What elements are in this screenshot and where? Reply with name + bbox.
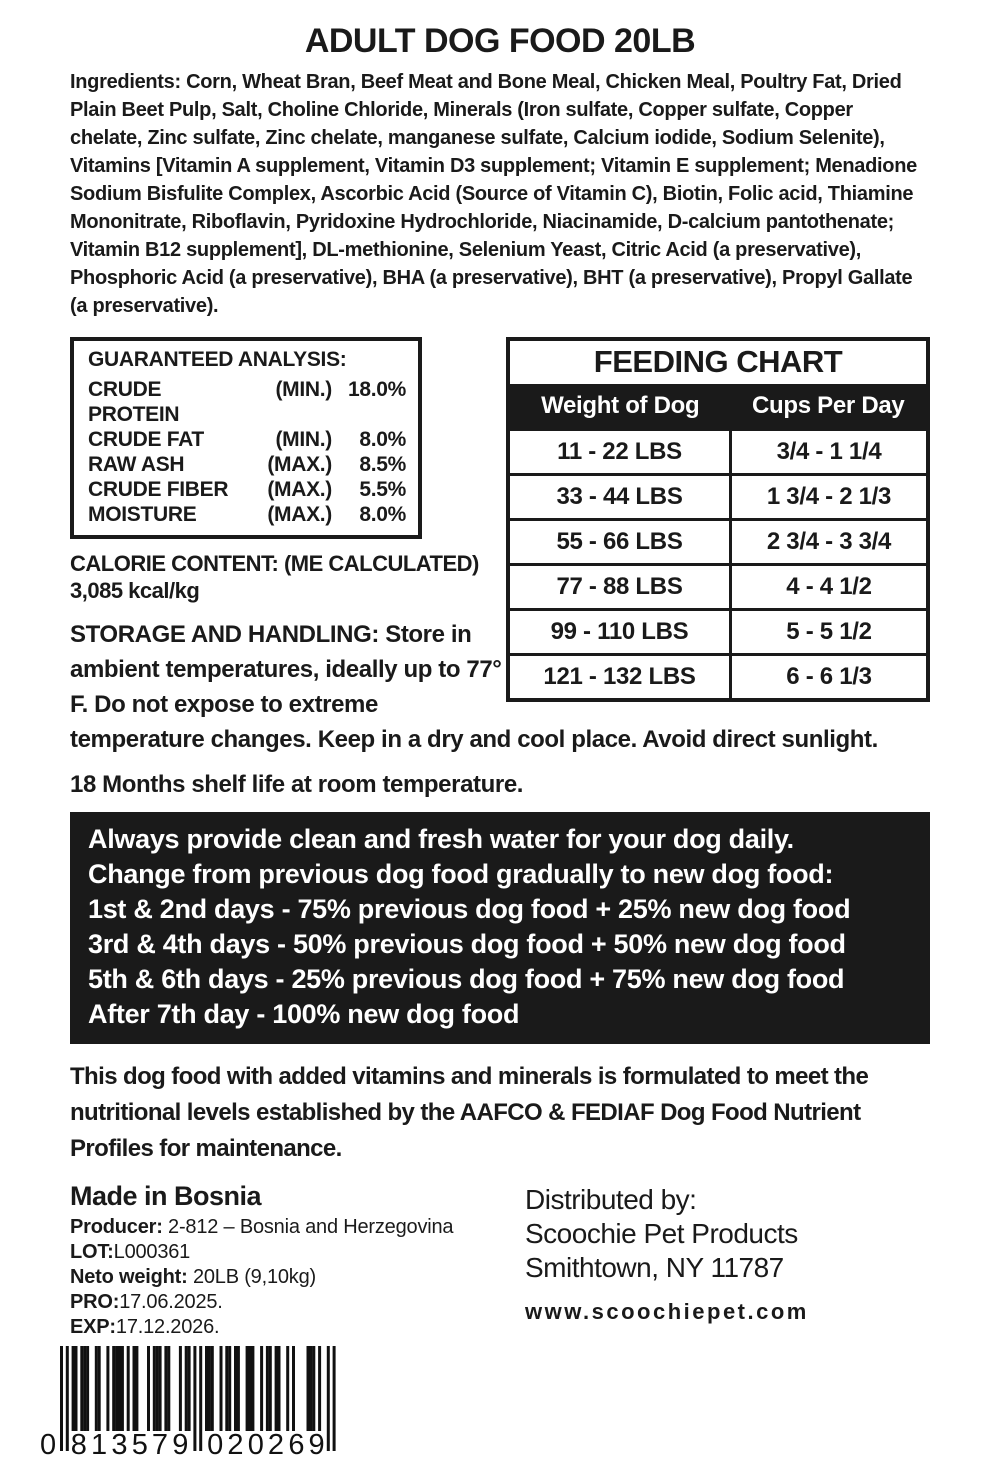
calorie-line1: CALORIE CONTENT: (ME CALCULATED) <box>70 551 479 576</box>
feeding-chart <box>506 337 930 702</box>
weight-cell: 77 - 88 LBS <box>510 565 730 610</box>
transition-line: Change from previous dog food gradually to new dog food: <box>88 859 834 889</box>
barcode <box>40 1346 930 1460</box>
analysis-row <box>88 477 406 502</box>
weight-cell: 55 - 66 LBS <box>510 520 730 565</box>
lot-line <box>70 1240 525 1265</box>
feeding-transition-box <box>70 812 930 1044</box>
distributor-heading: Distributed by: <box>525 1184 697 1215</box>
analysis-row <box>88 377 406 427</box>
nutrient-value: 8.0% <box>359 503 406 526</box>
product-title: ADULT DOG FOOD 20LB <box>304 22 696 60</box>
svg-text:9: 9 <box>308 1429 325 1460</box>
nutrient-name: CRUDE FAT <box>88 428 204 451</box>
distributor-name: Scoochie Pet Products <box>525 1218 798 1249</box>
origin-distributor-section <box>70 1181 930 1340</box>
weight-cell: 11 - 22 LBS <box>510 430 730 475</box>
nutrient-limit: (MIN.) <box>275 378 332 401</box>
cups-cell: 5 - 5 1/2 <box>730 610 926 655</box>
distributor-address: Smithtown, NY 11787 <box>525 1252 784 1283</box>
production-date-line <box>70 1290 525 1315</box>
table-row <box>510 475 926 520</box>
transition-line: 3rd & 4th days - 50% previous dog food + 50% new dog food <box>88 929 846 959</box>
production-date-label: PRO: <box>70 1291 120 1313</box>
ingredients-text: Ingredients: Corn, Wheat Bran, Beef Meat and Bone Meal, Chicken Meal, Poultry Fat, Dried Plain Beet Pulp, Salt, Choline Chloride, Minerals (Iron sulfate, Copper sulfate, Copper chelate, Zinc sulfate, Zinc chelate, manganese sulfate, Calcium iodide, Sodium Selenite), Vitamins [Vitamin A supplement, Vitamin D3 supplement; Vitamin E supplement; Menadione Sodium Bisfulite Complex, Ascorbic Acid (Source of Vitamin C), Biotin, Folic acid, Thiamine Mononitrate, Riboflavin, Pyridoxine Hydrochloride, Niacinamide, D-calcium pantothenate; Vitamin B12 supplement], DL-methionine, Selenium Yeast, Citric Acid (a preservative), Phosphoric Acid (a preservative), BHA (a preservative), BHT (a preservative), Propyl Gallate (a preservative). <box>70 71 917 317</box>
svg-text:8: 8 <box>70 1429 87 1460</box>
weight-cell: 33 - 44 LBS <box>510 475 730 520</box>
column-cups-per-day: Cups Per Day <box>730 384 926 430</box>
svg-text:9: 9 <box>172 1429 189 1460</box>
storage-handling-text: Store in ambient temperatures, ideally up to 77° F. Do not expose to extreme temperature changes. Keep in a dry and cool place. Avoid direct sunlight. <box>70 621 878 753</box>
cups-cell: 4 - 4 1/2 <box>730 565 926 610</box>
made-in-text: Made in Bosnia <box>70 1181 262 1211</box>
feeding-chart-table <box>510 384 926 698</box>
feeding-chart-header-row <box>510 384 926 430</box>
nutrient-value: 5.5% <box>359 478 406 501</box>
calorie-line2: 3,085 kcal/kg <box>70 578 200 603</box>
producer-label: Producer: <box>70 1216 163 1238</box>
cups-cell: 3/4 - 1 1/4 <box>730 430 926 475</box>
guaranteed-analysis-title: GUARANTEED ANALYSIS: <box>88 348 347 371</box>
net-weight-label: Neto weight: <box>70 1266 188 1288</box>
analysis-row <box>88 502 406 527</box>
net-weight-line <box>70 1265 525 1290</box>
storage-handling-label: STORAGE AND HANDLING: <box>70 621 379 648</box>
svg-text:0: 0 <box>39 1429 57 1460</box>
table-row <box>510 520 926 565</box>
analysis-and-feeding-section <box>70 337 930 757</box>
analysis-row <box>88 452 406 477</box>
svg-text:6: 6 <box>288 1429 305 1460</box>
nutrient-value: 18.0% <box>347 378 406 401</box>
distributor-block <box>525 1181 930 1340</box>
shelf-life-text: 18 Months shelf life at room temperature. <box>70 771 524 798</box>
aafco-statement: This dog food with added vitamins and minerals is formulated to meet the nutritional levels established by the AAFCO & FEDIAF Dog Food Nutrient Profiles for maintenance. <box>70 1063 869 1162</box>
table-row <box>510 655 926 699</box>
nutrient-name: RAW ASH <box>88 453 185 476</box>
nutrient-value: 8.5% <box>359 453 406 476</box>
svg-text:5: 5 <box>131 1429 148 1460</box>
expiry-date-line <box>70 1315 525 1340</box>
distributor-website: www.scoochiepet.com <box>525 1299 809 1324</box>
svg-text:2: 2 <box>227 1429 244 1460</box>
nutrient-limit: (MIN.) <box>275 428 332 451</box>
cups-cell: 6 - 6 1/3 <box>730 655 926 699</box>
nutrient-value: 8.0% <box>359 428 406 451</box>
svg-text:7: 7 <box>151 1429 169 1460</box>
cups-cell: 1 3/4 - 2 1/3 <box>730 475 926 520</box>
nutrient-name: CRUDE FIBER <box>88 478 229 501</box>
nutrient-name: MOISTURE <box>88 503 197 526</box>
svg-text:2: 2 <box>267 1429 285 1460</box>
nutrient-limit: (MAX.) <box>267 478 332 501</box>
weight-cell: 121 - 132 LBS <box>510 655 730 699</box>
expiry-date-value: 17.12.2026. <box>115 1316 220 1338</box>
producer-value: 2-812 – Bosnia and Herzegovina <box>162 1216 454 1238</box>
production-date-value: 17.06.2025. <box>119 1291 223 1313</box>
transition-line: Always provide clean and fresh water for your dog daily. <box>88 824 794 854</box>
feeding-chart-title: FEEDING CHART <box>593 344 843 379</box>
net-weight-value: 20LB (9,10kg) <box>187 1266 316 1288</box>
lot-value: L000361 <box>113 1241 191 1263</box>
table-row <box>510 610 926 655</box>
table-row <box>510 430 926 475</box>
nutrient-name: CRUDE PROTEIN <box>88 378 180 426</box>
nutrient-limit: (MAX.) <box>267 503 332 526</box>
expiry-date-label: EXP: <box>70 1316 116 1338</box>
producer-line <box>70 1215 525 1240</box>
transition-line: 1st & 2nd days - 75% previous dog food + 25% new dog food <box>88 894 851 924</box>
transition-line: 5th & 6th days - 25% previous dog food + 75% new dog food <box>88 964 845 994</box>
origin-block <box>70 1181 525 1340</box>
cups-cell: 2 3/4 - 3 3/4 <box>730 520 926 565</box>
svg-text:0: 0 <box>207 1429 224 1460</box>
column-weight-of-dog: Weight of Dog <box>510 384 730 430</box>
table-row <box>510 565 926 610</box>
barcode-svg <box>40 1346 342 1460</box>
weight-cell: 99 - 110 LBS <box>510 610 730 655</box>
svg-text:0: 0 <box>247 1429 264 1460</box>
lot-label: LOT: <box>70 1241 114 1263</box>
analysis-row <box>88 427 406 452</box>
svg-text:3: 3 <box>111 1429 128 1460</box>
svg-text:1: 1 <box>91 1429 108 1460</box>
transition-line: After 7th day - 100% new dog food <box>88 999 520 1029</box>
nutrient-limit: (MAX.) <box>267 453 332 476</box>
guaranteed-analysis-box <box>70 337 422 539</box>
